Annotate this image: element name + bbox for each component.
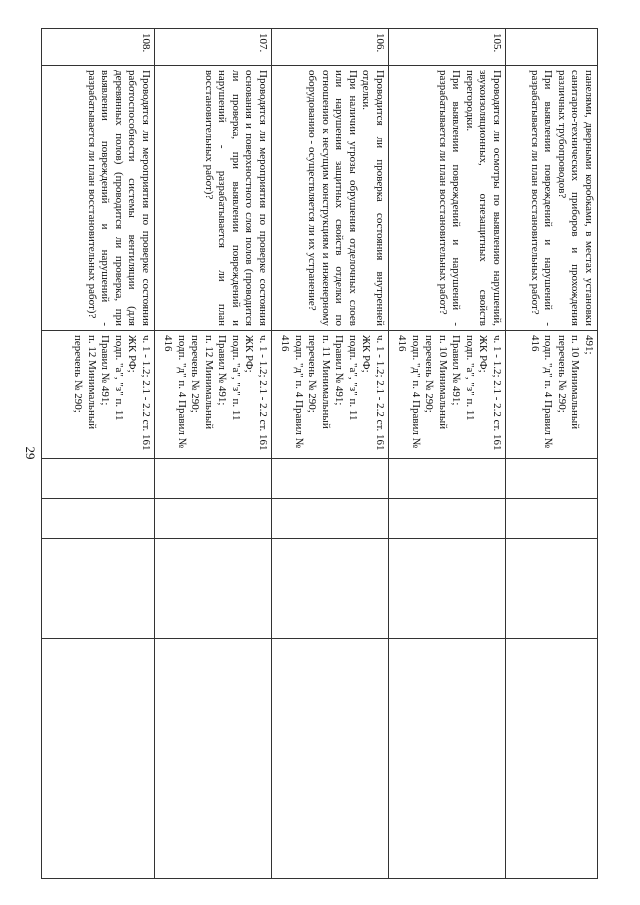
answer-no-cell	[389, 498, 506, 538]
row-number: 108.	[42, 28, 155, 65]
row-number	[506, 28, 598, 65]
page-number: 29	[23, 446, 38, 460]
table-row	[389, 28, 506, 878]
row-number: 106.	[272, 28, 389, 65]
answer-yes-cell	[42, 458, 155, 498]
legal-reference-text: п. 11 Минимальный перечень № 290;	[306, 334, 332, 429]
checklist-table	[41, 28, 598, 879]
question-cell	[506, 65, 598, 330]
table-row	[506, 28, 598, 878]
answer-na-cell	[155, 538, 272, 638]
table-body	[42, 28, 598, 878]
legal-reference-text: п. 12 Минимальный перечень № 290;	[189, 334, 215, 429]
answer-yes-cell	[389, 458, 506, 498]
rotated-table-container	[42, 28, 598, 878]
answer-na-cell	[506, 538, 598, 638]
notes-cell	[272, 638, 389, 878]
legal-reference-text: 491;	[583, 334, 595, 355]
legal-reference-text: подп. "а", "з" п. 11 Правил № 491;	[333, 334, 359, 420]
question-text: При выявлении повреждений и нарушений - разрабатывается ли план восстановительных работ?	[529, 69, 555, 326]
legal-reference-text: п. 10 Минимальный перечень № 290;	[423, 334, 449, 429]
notes-cell	[506, 638, 598, 878]
legal-reference-text: подп. "д" п. 4 Правил № 416	[396, 334, 422, 448]
legal-reference-text: подп. "д" п. 4 Правил № 416	[279, 334, 305, 448]
legal-reference-cell	[272, 330, 389, 458]
legal-reference-cell	[155, 330, 272, 458]
notes-cell	[155, 638, 272, 878]
answer-yes-cell	[272, 458, 389, 498]
table-row	[155, 28, 272, 878]
question-cell	[389, 65, 506, 330]
question-text: Проводятся ли мероприятия по проверке состояния работоспособности системы вентиляции (для деревянных полов) (проводится ли проверка, при выявлении повреждений и нарушений - разрабатывается ли план восстановительных работ)?	[86, 69, 152, 326]
question-text: При наличии угрозы обрушения отделочных слоев или нарушения защитных свойств отделки по отношению к несущим конструкциям и инженерному оборудованию - осуществляется ли их устранение?	[306, 69, 359, 326]
question-text: При выявлении повреждений и нарушений - разрабатывается ли план восстановительных работ?	[437, 69, 463, 326]
legal-reference-cell	[506, 330, 598, 458]
row-number: 105.	[389, 28, 506, 65]
question-cell	[155, 65, 272, 330]
question-text: Проводятся ли осмотры по выявлению нарушений, звукоизоляционных, огнезащитных свойств перегородки.	[464, 69, 503, 326]
row-number: 107.	[155, 28, 272, 65]
legal-reference-text: ч. 1 - 1.2; 2.1 - 2.2 ст. 161 ЖК РФ;	[360, 334, 386, 451]
legal-reference-text: подп. "а", "з" п. 11 Правил № 491;	[450, 334, 476, 420]
answer-no-cell	[272, 498, 389, 538]
answer-no-cell	[42, 498, 155, 538]
table-row	[42, 28, 155, 878]
legal-reference-text: ч. 1 - 1.2; 2.1 - 2.2 ст. 161 ЖК РФ;	[477, 334, 503, 451]
question-cell	[272, 65, 389, 330]
answer-no-cell	[155, 498, 272, 538]
legal-reference-text: подп. "а", "з" п. 11 Правил № 491;	[216, 334, 242, 420]
question-cell	[42, 65, 155, 330]
legal-reference-text: п. 10 Минимальный перечень № 290;	[556, 334, 582, 429]
notes-cell	[42, 638, 155, 878]
legal-reference-text: ч. 1 - 1.2; 2.1 - 2.2 ст. 161 ЖК РФ;	[243, 334, 269, 451]
question-text: Проводится ли проверка состояния внутренней отделки.	[360, 69, 386, 326]
legal-reference-text: п. 12 Минимальный перечень № 290;	[72, 334, 98, 429]
answer-yes-cell	[155, 458, 272, 498]
answer-yes-cell	[506, 458, 598, 498]
legal-reference-text: подп. "д" п. 4 Правил № 416	[529, 334, 555, 448]
answer-na-cell	[42, 538, 155, 638]
question-text: панелями, дверными коробками, в местах установки санитарно-технических приборов и прохождения различных трубопроводов?	[556, 69, 595, 326]
legal-reference-text: ч. 1 - 1.2; 2.1 - 2.2 ст. 161 ЖК РФ;	[126, 334, 152, 451]
legal-reference-cell	[42, 330, 155, 458]
question-text: Проводятся ли мероприятия по проверке состояния основания и поверхностного слоя полов (проводится ли проверка, при выявлении повреждений и нарушений - разрабатывается ли план восстановительных работ)?	[203, 69, 269, 326]
table-row	[272, 28, 389, 878]
answer-na-cell	[389, 538, 506, 638]
legal-reference-text: подп. "а", "з" п. 11 Правил № 491;	[99, 334, 125, 420]
answer-na-cell	[272, 538, 389, 638]
legal-reference-cell	[389, 330, 506, 458]
legal-reference-text: подп. "д" п. 4 Правил № 416	[162, 334, 188, 448]
notes-cell	[389, 638, 506, 878]
answer-no-cell	[506, 498, 598, 538]
